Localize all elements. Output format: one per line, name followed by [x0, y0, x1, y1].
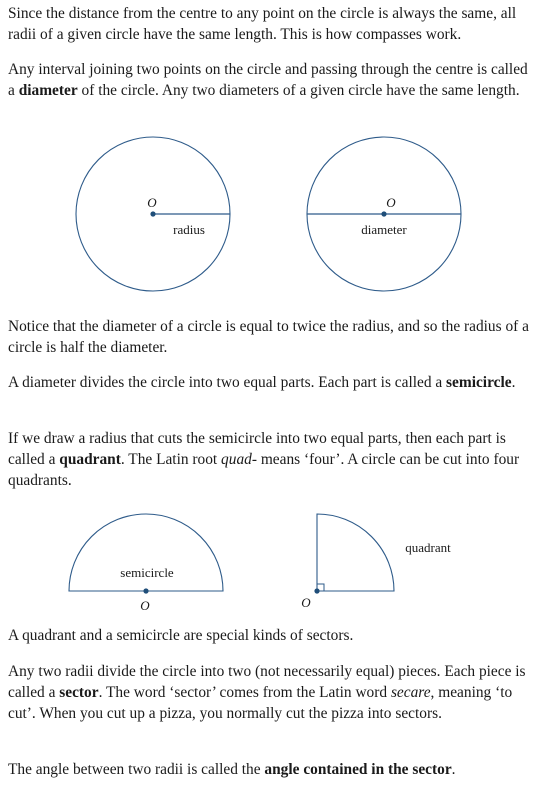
centre-point: [143, 588, 148, 593]
semicircle-label: semicircle: [120, 565, 174, 580]
paragraph-radii: [8, 3, 538, 45]
paragraph-quadrant: [8, 428, 538, 491]
paragraph-diameter: [8, 59, 538, 101]
text-run: Any interval joining two points on the circle and passing through the centre is called a: [8, 61, 528, 99]
semicircle-diagram: [69, 514, 223, 613]
text-run: , meaning ‘to cut’. When you cut up a pizza, you normally cut the pizza into sectors.: [8, 684, 513, 722]
paragraph-special-sectors: [8, 625, 538, 646]
paragraph-semicircle: [8, 372, 538, 393]
paragraph-sector: [8, 661, 538, 724]
key-term: sector: [59, 684, 99, 701]
key-term: diameter: [18, 82, 78, 99]
text-run: If we draw a radius that cuts the semicircle into two equal parts, then each part is called a: [8, 430, 506, 468]
semicircle-quadrant-figure: [0, 505, 551, 615]
text-run: .: [451, 761, 456, 778]
radius-diagram: [76, 137, 230, 291]
centre-point: [381, 211, 386, 216]
centre-point: [314, 588, 319, 593]
key-term: quadrant: [59, 451, 121, 468]
paragraph-angle: [8, 759, 538, 780]
centre-label: O: [301, 595, 311, 610]
text-run: of the circle. Any two diameters of a given circle have the same length.: [77, 82, 520, 99]
text-run: . The Latin root: [120, 451, 222, 468]
text-run: means ‘four’. A circle can be cut into four quadrants.: [8, 451, 520, 489]
text-run: A quadrant and a semicircle are special kinds of sectors.: [8, 627, 354, 644]
centre-point: [150, 211, 155, 216]
diameter-label: diameter: [361, 222, 407, 237]
quadrant-shape: [317, 514, 394, 591]
centre-label: O: [140, 598, 150, 613]
text-run: .: [511, 374, 516, 391]
text-run: Notice that the diameter of a circle is equal to twice the radius, and so the radius of a circle is half the diameter.: [8, 318, 529, 356]
centre-label: O: [386, 195, 396, 210]
text-run: Since the distance from the centre to any point on the circle is always the same, all radii of a given circle have the same length. This is how compasses work.: [8, 5, 517, 43]
text-run: The angle between two radii is called the: [8, 761, 265, 778]
text-run: . The word ‘sector’ comes from the Latin word: [98, 684, 391, 701]
italic-term: quad-: [221, 451, 257, 468]
quadrant-label: quadrant: [405, 540, 451, 555]
key-term: angle contained in the sector: [264, 761, 452, 778]
quadrant-diagram: [301, 514, 451, 610]
radius-label: radius: [173, 222, 205, 237]
key-term: semicircle: [446, 374, 512, 391]
italic-term: secare: [390, 684, 431, 701]
diameter-diagram: [307, 137, 461, 291]
text-run: Any two radii divide the circle into two (not necessarily equal) pieces. Each piece is called a: [8, 663, 526, 701]
centre-label: O: [147, 195, 157, 210]
text-run: A diameter divides the circle into two equal parts. Each part is called a: [8, 374, 447, 391]
paragraph-diameter-radius: [8, 316, 538, 358]
circles-figure: [0, 135, 551, 297]
